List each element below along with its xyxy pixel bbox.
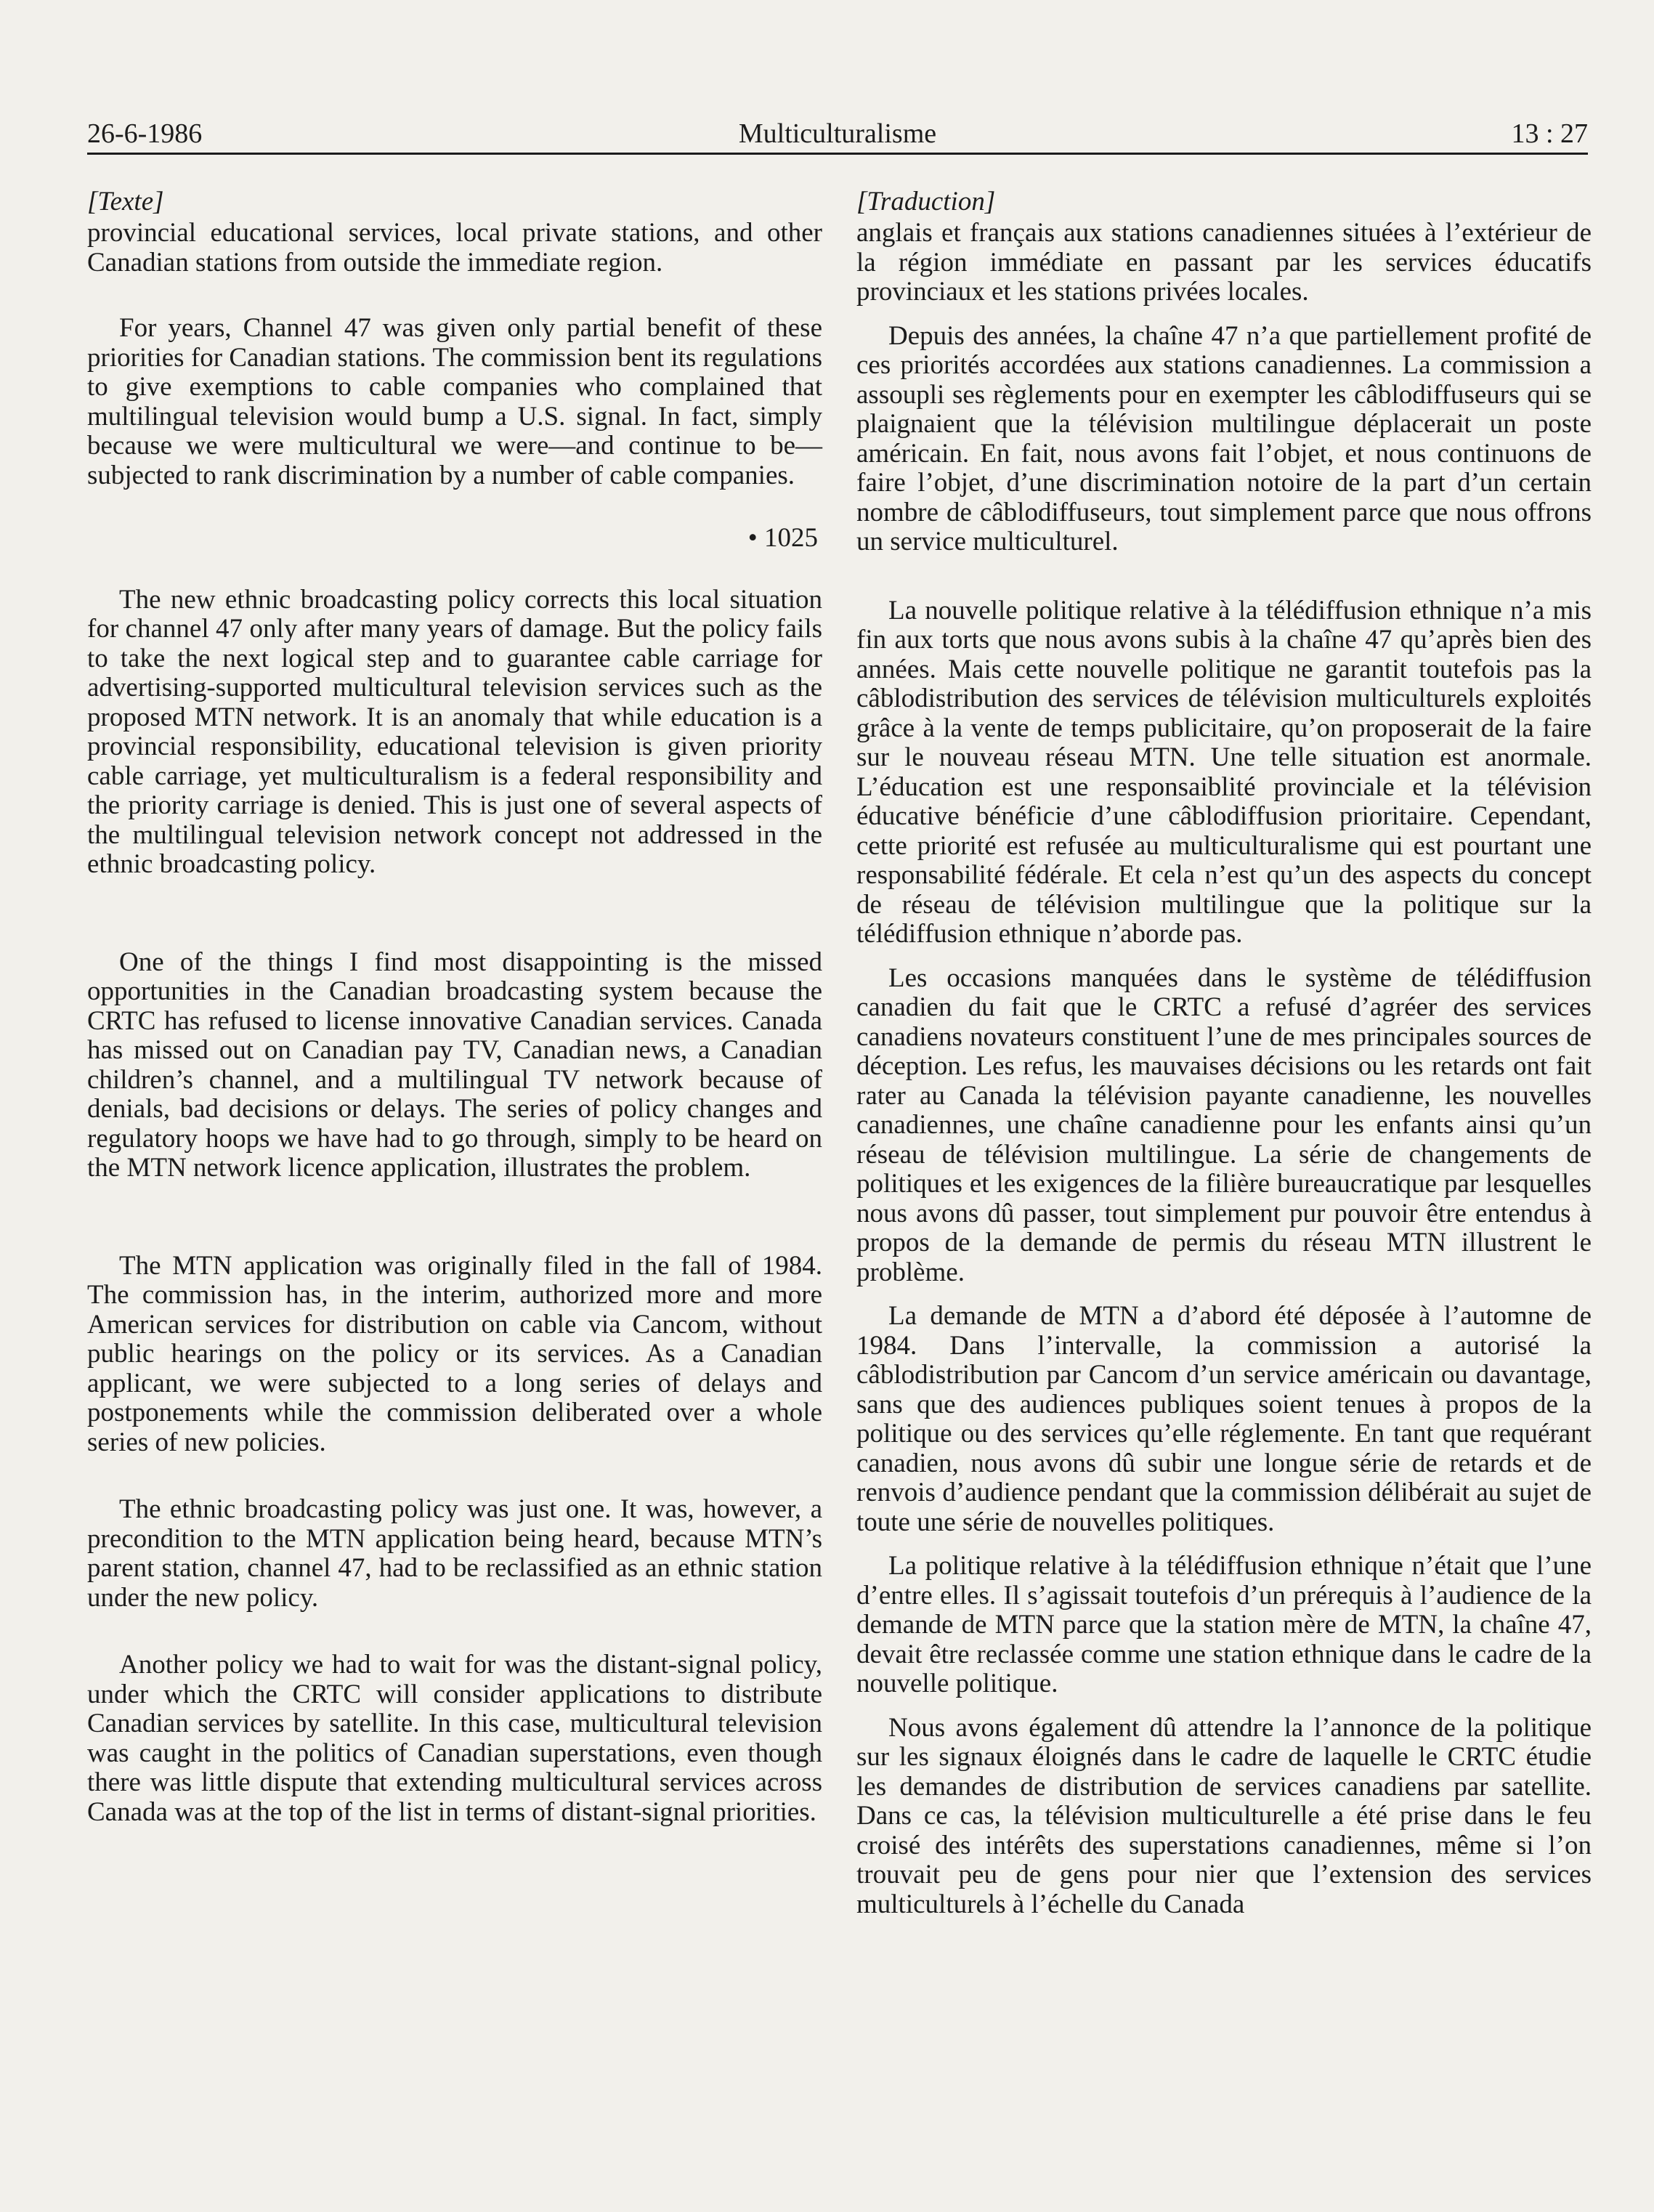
header-date: 26-6-1986 [87, 118, 203, 149]
paragraph: For years, Channel 47 was given only partial benefit of these priorities for Canadian stations. The commission bent its regulations to give exemptions to cable companies who complained that multilingual television would bump a U.S. signal. In fact, simply because we were multicultural we were—and continue to be—subjected to rank discrimination by a number of cable companies. [87, 313, 822, 490]
paragraph: The new ethnic broadcasting policy corrects this local situation for channel 47 only after many years of damage. But the policy fails to take the next logical step and to guarantee cable carriage for advertising-supported multicultural television services such as the proposed MTN network. It is an anomaly that while education is a provincial responsibility, educational television is given priority cable carriage, yet multiculturalism is a federal responsibility and the priority carriage is denied. This is just one of several aspects of the multilingual television network concept not addressed in the ethnic broadcasting policy. [87, 584, 822, 879]
column-label-traduction: [Traduction] [856, 187, 996, 216]
paragraph: Depuis des années, la chaîne 47 n’a que partiellement profité de ces priorités accordées aux stations canadiennes. La commission a assoupli ses règlements pour en exempter les câblodiffuseurs qui se plaignaient que la télévision multilingue déplacerait un poste américain. En fait, nous avons fait l’objet, et nous continuons de faire l’objet, d’une discrimination notoire de la part d’un certain nombre de câblodiffuseurs, tout simplement parce que nous offrons un service multiculturel. [856, 320, 1592, 556]
paragraph: La demande de MTN a d’abord été déposée à l’automne de 1984. Dans l’intervalle, la commission a autorisé la câblodistribution par Cancom d’un service américain ou davantage, sans que des audiences publiques soient tenues à propos de la politique ou des services qu’elle réglemente. En tant que requérant canadien, nous avons dû subir une longue série de retards et de renvois d’audience pendant que la commission délibérait au sujet de toute une série de nouvelles politiques. [856, 1301, 1592, 1537]
french-column [856, 186, 1592, 1921]
paragraph: Another policy we had to wait for was the distant-signal policy, under which the CRTC will consider applications to distribute Canadian services by satellite. In this case, multicultural television was caught in the politics of Canadian superstations, even though there was little dispute that extending multicultural services across Canada was at the top of the list in terms of distant-signal priorities. [87, 1650, 822, 1827]
paragraph: The ethnic broadcasting policy was just one. It was, however, a precondition to the MTN application being heard, because MTN’s parent station, channel 47, had to be reclassified as an ethnic station under the new policy. [87, 1494, 822, 1613]
paragraph: provincial educational services, local private stations, and other Canadian stations from outside the immediate region. [87, 218, 822, 277]
time-marker: • 1025 [747, 523, 818, 553]
paragraph: anglais et français aux stations canadiennes situées à l’extérieur de la région immédiate en passant par les services éducatifs provinciaux et les stations privées locales. [856, 218, 1592, 307]
english-column [87, 186, 822, 1828]
paragraph: Nous avons également dû attendre la l’annonce de la politique sur les signaux éloignés dans le cadre de laquelle le CRTC étudie les demandes de distribution de services canadiens par satellite. Dans ce cas, la télévision multiculturelle a été prise dans le feu croisé des intérêts des superstations canadiennes, même si l’on trouvait peu de gens pour nier que l’extension des services multiculturels à l’échelle du Canada [856, 1712, 1592, 1919]
paragraph: Les occasions manquées dans le système de télédiffusion canadien du fait que le CRTC a refusé d’agréer des services canadiens novateurs constituent l’une de mes principales sources de déception. Les refus, les mauvaises décisions ou les retards ont fait rater au Canada la télévision payante canadienne, les nouvelles canadiennes, une chaîne canadienne pour les enfants ainsi qu’un réseau de télévision multilingue. La série de changements de politiques et les exigences de la filière bureaucratique par lesquelles nous avons dû passer, tout simplement pur pouvoir être entendus à propos de la demande de permis du réseau MTN illustrent le problème. [856, 963, 1592, 1287]
header-page-number: 13 : 27 [1511, 118, 1588, 149]
header-rule [87, 153, 1588, 155]
paragraph: La politique relative à la télédiffusion ethnique n’était que l’une d’entre elles. Il s’agissait toutefois d’un prérequis à l’audience de la demande de MTN parce que la station mère de MTN, la chaîne 47, devait être reclassée comme une station ethnique dans le cadre de la nouvelle politique. [856, 1551, 1592, 1698]
header-title: Multiculturalisme [738, 118, 937, 149]
column-label-texte: [Texte] [87, 187, 164, 216]
paragraph: La nouvelle politique relative à la télédiffusion ethnique n’a mis fin aux torts que nous avons subis à la chaîne 47 qu’après bien des années. Mais cette nouvelle politique ne garantit toutefois pas la câblodistribution des services de télévision multiculturels exploités grâce à la vente de temps publicitaire, qu’on proposerait de la faire sur le nouveau réseau MTN. Une telle situation est anormale. L’éducation est une responsaiblité provinciale et la télévision éducative bénéficie d’une câblodiffusion prioritaire. Cependant, cette priorité est refusée au multiculturalisme qui est pourtant une responsabilité fédérale. Et cela n’est qu’un des aspects du concept de réseau de télévision multilingue que la politique sur la télédiffusion ethnique n’aborde pas. [856, 595, 1592, 949]
paragraph: One of the things I find most disappointing is the missed opportunities in the Canadian broadcasting system because the CRTC has refused to license innovative Canadian services. Canada has missed out on Canadian pay TV, Canadian news, a Canadian children’s channel, and a multilingual TV network because of denials, bad decisions or delays. The series of policy changes and regulatory hoops we have had to go through, simply to be heard on the MTN network licence application, illustrates the problem. [87, 947, 822, 1183]
paragraph: The MTN application was originally filed in the fall of 1984. The commission has, in the interim, authorized more and more American services for distribution on cable via Cancom, without public hearings on the policy or its services. As a Canadian applicant, we were subjected to a long series of delays and postponements while the commission deliberated over a whole series of new policies. [87, 1250, 822, 1457]
page-header [87, 110, 1588, 154]
